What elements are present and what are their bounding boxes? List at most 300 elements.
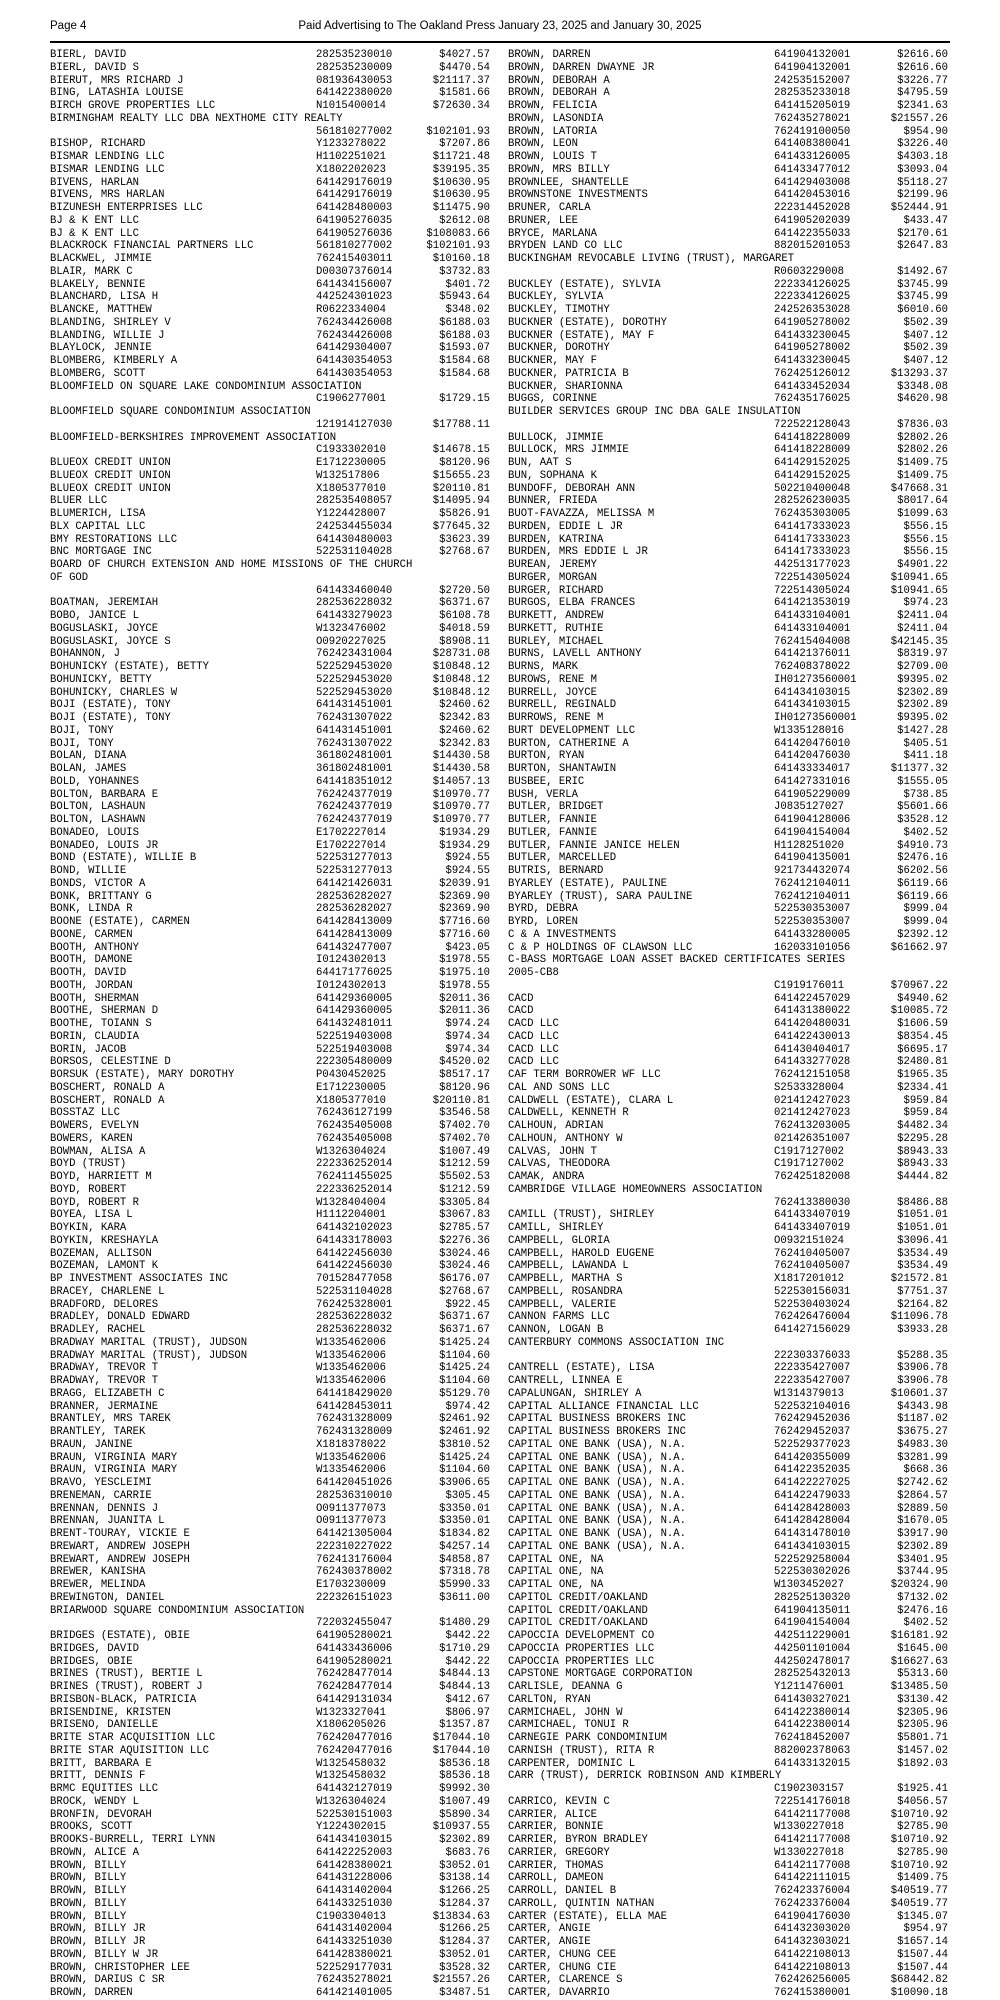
owner-name: BURLEY, MICHAEL (508, 635, 604, 648)
parcel-number: 762426476004 (774, 1311, 851, 1324)
amount-due: $2039.91 (439, 877, 490, 890)
owner-name: BURRELL, JOYCE (508, 686, 598, 699)
owner-name: BRMC EQUITIES LLC (50, 1783, 159, 1795)
parcel-number: 762420477016 (316, 1732, 393, 1744)
amount-due: $3093.04 (897, 163, 948, 176)
listing-row (508, 1464, 948, 1477)
listing-row (508, 597, 948, 610)
owner-name: BRIDGES (ESTATE), OBIE (50, 1630, 190, 1642)
listing-row (50, 1745, 490, 1758)
amount-due: $2342.83 (439, 712, 490, 724)
amount-due: $6371.67 (439, 1311, 490, 1324)
amount-due: $6119.66 (897, 890, 948, 903)
parcel-number: 762420477016 (316, 1744, 393, 1757)
parcel-number: 641905229009 (774, 788, 851, 801)
listing-row (50, 495, 490, 508)
parcel-number: 641428380021 (316, 1948, 393, 1961)
listing-row (50, 814, 490, 827)
parcel-number: C1917127002 (774, 1158, 844, 1171)
parcel-number: 641904128006 (774, 814, 851, 826)
parcel-number: 522529453020 (316, 673, 393, 686)
owner-name: BURTON, SHANTAWIN (508, 763, 617, 775)
amount-due: $70967.22 (890, 979, 948, 992)
listing-row (508, 1656, 948, 1669)
listing-row (50, 1044, 490, 1057)
parcel-number: 222310227022 (316, 1540, 393, 1553)
amount-due: $7836.03 (897, 418, 948, 431)
owner-name: BOWERS, EVELYN (50, 1120, 140, 1132)
parcel-number: 641420451026 (316, 1477, 393, 1489)
owner-name: CAMILL (TRUST), SHIRLEY (508, 1209, 655, 1222)
amount-due: $10085.72 (890, 1005, 948, 1018)
owner-name: BROWNSTONE INVESTMENTS (508, 189, 648, 202)
owner-name: CACD LLC (508, 1056, 559, 1069)
amount-due: $1934.29 (439, 839, 490, 852)
amount-due: $2342.83 (439, 737, 490, 750)
owner-name: CARTER, CHUNG CIE (508, 1961, 617, 1974)
owner-name: BUCKLEY, TIMOTHY (508, 304, 610, 316)
parcel-number: W1326304024 (316, 1145, 386, 1158)
listing-row (508, 228, 948, 241)
parcel-number: 762413380030 (774, 1196, 851, 1209)
listing-row (50, 891, 490, 904)
listing-row (50, 1719, 490, 1732)
parcel-number: 641905278002 (774, 342, 851, 355)
owner-name: CARRIER, BYRON BRADLEY (508, 1834, 648, 1846)
owner-name: BRENT-TOURAY, VICKIE E (50, 1528, 190, 1540)
amount-due: $6202.56 (897, 865, 948, 877)
amount-due: $8943.33 (897, 1145, 948, 1158)
listing-row (508, 942, 948, 955)
owner-name: BOYD, HARRIETT M (50, 1171, 152, 1183)
owner-name: BUSBEE, ERIC (508, 775, 585, 788)
parcel-number: 242526353028 (774, 304, 851, 316)
listing-row (50, 1974, 490, 1987)
owner-name: BLUEOX CREDIT UNION (50, 482, 171, 495)
amount-due: $1978.55 (439, 954, 490, 967)
parcel-number: 641434103015 (316, 1834, 393, 1846)
amount-due: $556.15 (903, 520, 948, 533)
listing-row (50, 1146, 490, 1159)
owner-name: CAPITAL ONE BANK (USA), N.A. (508, 1528, 687, 1540)
owner-name: BURNS, MARK (508, 661, 578, 673)
listing-row (50, 1362, 490, 1375)
listing-row (508, 1898, 948, 1911)
owner-name: BROWN, LEON (508, 138, 578, 151)
parcel-number: 641432481011 (316, 1018, 393, 1030)
listing-row (50, 763, 490, 776)
parcel-number: 641422479033 (774, 1489, 851, 1502)
parcel-number: 641431380022 (774, 1005, 851, 1018)
listing-row (50, 623, 490, 636)
parcel-number: O0911377073 (316, 1502, 386, 1515)
parcel-number: I0124302013 (316, 954, 386, 967)
listing-row (508, 763, 948, 776)
listing-row (50, 151, 490, 164)
owner-name: BUROWS, RENE M (508, 673, 598, 686)
listing-row (508, 1528, 948, 1541)
amount-due: $1409.75 (897, 457, 948, 469)
listing-row (50, 840, 490, 853)
parcel-number: 641432303021 (774, 1936, 851, 1948)
parcel-number: I0124302013 (316, 979, 386, 992)
amount-due: $6371.67 (439, 1324, 490, 1336)
parcel-number: 561810277002 (316, 240, 393, 253)
owner-name: CACD LLC (508, 1018, 559, 1030)
listing-row (50, 317, 490, 330)
amount-due: $13485.50 (890, 1681, 948, 1693)
amount-due: $8536.18 (439, 1770, 490, 1783)
amount-due: $10630.95 (432, 176, 490, 189)
parcel-number: 762415404008 (774, 635, 851, 648)
parcel-number: 762435176025 (774, 393, 851, 406)
parcel-number: 222336252014 (316, 1158, 393, 1171)
owner-name: BONK, LINDA R (50, 903, 133, 916)
owner-name: BRIDGES, OBIE (50, 1655, 133, 1668)
listing-name-line: CAMBRIDGE VILLAGE HOMEOWNERS ASSOCIATION (508, 1183, 763, 1196)
parcel-number: 641433251030 (316, 1897, 393, 1910)
amount-due: $2305.96 (897, 1719, 948, 1732)
parcel-number: 921734432074 (774, 865, 851, 877)
amount-due: $3401.95 (897, 1553, 948, 1566)
owner-name: CACD LLC (508, 1043, 559, 1056)
parcel-number: 762425126012 (774, 367, 851, 380)
owner-name: BOSSTAZ LLC (50, 1107, 120, 1120)
owner-name: CAPITAL ONE BANK (USA), N.A. (508, 1451, 687, 1464)
amount-due: $4858.87 (439, 1553, 490, 1566)
listing-row (508, 789, 948, 802)
listing-row (508, 903, 948, 916)
owner-name: BYARLEY (ESTATE), PAULINE (508, 877, 667, 890)
parcel-number: 282536310010 (316, 1489, 393, 1502)
owner-name: BORSUK (ESTATE), MARY DOROTHY (50, 1069, 235, 1081)
amount-due: $2460.62 (439, 699, 490, 712)
listing-row (508, 521, 948, 534)
parcel-number: 222326151023 (316, 1591, 393, 1604)
parcel-number: 762410405007 (774, 1247, 851, 1260)
owner-name: BUTLER, FANNIE (508, 814, 598, 826)
amount-due: $9992.30 (439, 1783, 490, 1795)
parcel-number: 641432102023 (316, 1222, 393, 1234)
owner-name: BIERL, DAVID (50, 49, 127, 61)
parcel-number: 641429152025 (774, 469, 851, 482)
listing-row (508, 1732, 948, 1745)
amount-due: $10937.55 (432, 1821, 490, 1834)
amount-due: $7132.02 (897, 1591, 948, 1604)
amount-due: $2302.89 (897, 686, 948, 699)
parcel-number: 762419100050 (774, 125, 851, 138)
parcel-number: 021412427023 (774, 1094, 851, 1107)
owner-name: BRADWAY, TREVOR T (50, 1362, 159, 1375)
parcel-number: 561810277002 (316, 125, 393, 138)
owner-name: CANNON FARMS LLC (508, 1311, 610, 1324)
owner-name: BRUNER, CARLA (508, 202, 591, 214)
amount-due: $6695.17 (897, 1043, 948, 1056)
listing-row (50, 521, 490, 534)
parcel-number: 641904154004 (774, 1617, 851, 1630)
owner-name: BOHUNICKY, BETTY (50, 673, 152, 686)
parcel-number: 641429152025 (774, 457, 851, 469)
listing-row (508, 432, 948, 445)
parcel-number: 641422227025 (774, 1477, 851, 1489)
listing-row (50, 1834, 490, 1847)
amount-due: $3226.40 (897, 138, 948, 151)
amount-due: $402.52 (903, 1617, 948, 1630)
parcel-number: 522530403024 (774, 1298, 851, 1311)
listing-row (508, 1120, 948, 1133)
amount-due: $1099.63 (897, 508, 948, 520)
owner-name: BOGUSLASKI, JOYCE S (50, 635, 171, 648)
amount-due: $2742.62 (897, 1477, 948, 1489)
amount-due: $9395.02 (897, 712, 948, 724)
parcel-number: W1303452027 (774, 1579, 844, 1591)
listing-row (508, 1821, 948, 1834)
parcel-number: 442501101004 (774, 1642, 851, 1655)
listing-row (508, 1885, 948, 1898)
parcel-number: 522529453020 (316, 686, 393, 699)
listing-row (508, 1260, 948, 1273)
parcel-number: 701528477058 (316, 1273, 393, 1285)
amount-due: $1357.87 (439, 1719, 490, 1732)
amount-due: $5801.71 (897, 1732, 948, 1744)
amount-due: $1710.29 (439, 1642, 490, 1655)
listing-row (50, 189, 490, 202)
parcel-number: 762435303005 (774, 508, 851, 520)
owner-name: BYARLEY (TRUST), SARA PAULINE (508, 890, 693, 903)
owner-name: BLAKELY, BENNIE (50, 278, 146, 291)
amount-due: $3906.78 (897, 1375, 948, 1387)
listing-row (508, 1503, 948, 1516)
owner-name: CALVAS, THEODORA (508, 1158, 610, 1171)
parcel-number: 641418228009 (774, 444, 851, 457)
listing-row (50, 483, 490, 496)
amount-due: $1729.15 (439, 393, 490, 406)
parcel-number: 522529177031 (316, 1961, 393, 1974)
amount-due: $2889.50 (897, 1502, 948, 1515)
parcel-number: 641408380041 (774, 138, 851, 151)
listing-row (50, 1936, 490, 1949)
parcel-number: 522532104016 (774, 1400, 851, 1413)
parcel-number: 641427156029 (774, 1324, 851, 1336)
amount-due: $10601.37 (890, 1387, 948, 1400)
amount-due: $7716.60 (439, 928, 490, 941)
parcel-number: 222334126025 (774, 291, 851, 304)
amount-due: $3744.95 (897, 1566, 948, 1579)
owner-name: BROWN, BILLY (50, 1885, 127, 1897)
listing-row (508, 916, 948, 929)
amount-due: $1104.60 (439, 1349, 490, 1362)
owner-name: BUCKNER (ESTATE), MAY F (508, 329, 655, 342)
parcel-number: 522530353007 (774, 903, 851, 916)
listing-row (508, 1171, 948, 1184)
amount-due: $3067.83 (439, 1209, 490, 1222)
parcel-number: 282535233018 (774, 87, 851, 100)
owner-name: BUREAN, JEREMY (508, 559, 598, 571)
owner-name: CAPITAL ONE BANK (USA), N.A. (508, 1477, 687, 1489)
page-header (50, 20, 950, 42)
parcel-number: 282536228032 (316, 1324, 393, 1336)
amount-due: $738.85 (903, 788, 948, 801)
parcel-number: C1933302010 (316, 444, 386, 457)
listing-row (508, 317, 948, 330)
owner-name: BRADWAY MARITAL (TRUST), JUDSON (50, 1349, 248, 1362)
listing-row (508, 419, 948, 432)
listing-row (508, 750, 948, 763)
amount-due: $1978.55 (439, 979, 490, 992)
owner-name: BURDEN, KATRINA (508, 533, 604, 546)
listing-row (50, 1515, 490, 1528)
amount-due: $4303.18 (897, 151, 948, 163)
listing-name-line: BIRMINGHAM REALTY LLC DBA NEXTHOME CITY REALTY (50, 112, 343, 125)
parcel-number: 641430354053 (316, 355, 393, 367)
amount-due: $3052.01 (439, 1948, 490, 1961)
amount-due: $10970.77 (432, 801, 490, 814)
listing-row (50, 1209, 490, 1222)
listing-row (50, 1566, 490, 1579)
owner-name: BOHUNICKY (ESTATE), BETTY (50, 661, 209, 673)
parcel-number: 222335427007 (774, 1362, 851, 1375)
owner-name: BRADWAY MARITAL (TRUST), JUDSON (50, 1336, 248, 1349)
listing-row (50, 1758, 490, 1771)
parcel-number: W1335462006 (316, 1375, 386, 1387)
parcel-number: 641431402004 (316, 1885, 393, 1897)
listing-row (50, 1311, 490, 1324)
parcel-number: 762435278021 (316, 1974, 393, 1987)
parcel-number: 762431328009 (316, 1413, 393, 1426)
amount-due: $974.34 (445, 1043, 490, 1056)
parcel-number: R0603229008 (774, 265, 844, 278)
listing-row (50, 916, 490, 929)
parcel-number: 762408378022 (774, 661, 851, 673)
listing-row (508, 687, 948, 700)
owner-name: BROWN, BILLY JR (50, 1936, 146, 1948)
listing-row (508, 1962, 948, 1975)
owner-name: CANTRELL, LINNEA E (508, 1375, 623, 1387)
listing-row (508, 1643, 948, 1656)
listing-row (50, 1707, 490, 1720)
parcel-number: 641433230045 (774, 329, 851, 342)
amount-due: $15655.23 (432, 469, 490, 482)
listing-row (508, 164, 948, 177)
listing-row (50, 1133, 490, 1146)
listing-row (50, 1681, 490, 1694)
amount-due: $39195.35 (432, 163, 490, 176)
parcel-number: 442511229001 (774, 1630, 851, 1642)
listing-row (50, 1426, 490, 1439)
amount-due: $1345.07 (897, 1910, 948, 1923)
listing-row (50, 1324, 490, 1337)
parcel-number: Y1224428007 (316, 508, 386, 520)
parcel-number: 641905276036 (316, 227, 393, 240)
amount-due: $20110.81 (432, 482, 490, 495)
listing-row (50, 1923, 490, 1936)
parcel-number: W132517806 (316, 469, 380, 482)
parcel-number: C1919176011 (774, 979, 844, 992)
listing-row (50, 368, 490, 381)
amount-due: $1975.10 (439, 967, 490, 979)
amount-due: $8908.11 (439, 635, 490, 648)
amount-due: $3810.52 (439, 1438, 490, 1451)
parcel-number: 641431478010 (774, 1528, 851, 1540)
owner-name: BUN, SOPHANA K (508, 469, 598, 482)
parcel-number: 282536228032 (316, 1311, 393, 1324)
listing-row (508, 1299, 948, 1312)
parcel-number: 641432303020 (774, 1923, 851, 1936)
listing-row (50, 470, 490, 483)
owner-name: CACD (508, 992, 534, 1005)
listing-row (50, 1197, 490, 1210)
parcel-number: 641433104001 (774, 610, 851, 622)
listing-row (50, 1273, 490, 1286)
amount-due: $6188.03 (439, 316, 490, 329)
listing-row (50, 228, 490, 241)
amount-due: $2768.67 (439, 1285, 490, 1298)
parcel-number: W1335462006 (316, 1464, 386, 1477)
owner-name: BOWERS, KAREN (50, 1132, 133, 1145)
amount-due: $1284.37 (439, 1897, 490, 1910)
parcel-number: J0835127027 (774, 801, 844, 814)
amount-due: $2392.12 (897, 928, 948, 941)
parcel-number: 641429131034 (316, 1693, 393, 1706)
owner-name: CAPITAL ONE, NA (508, 1566, 604, 1579)
parcel-number: 641420476010 (774, 737, 851, 750)
page-number: Page 4 (50, 20, 87, 32)
listing-row (508, 1401, 948, 1414)
listing-row (50, 330, 490, 343)
amount-due: $1492.67 (897, 265, 948, 278)
owner-name: BOYD, ROBERT R (50, 1196, 140, 1209)
owner-name: BURDEN, MRS EDDIE L JR (508, 546, 648, 559)
amount-due: $2369.90 (439, 890, 490, 903)
listing-row (508, 1617, 948, 1630)
owner-name: BROOKS-BURRELL, TERRI LYNN (50, 1834, 216, 1846)
amount-due: $8536.18 (439, 1757, 490, 1770)
parcel-number: 522530151003 (316, 1808, 393, 1821)
listing-row (50, 1082, 490, 1095)
parcel-number: 641421177008 (774, 1808, 851, 1821)
amount-due: $14095.94 (432, 495, 490, 508)
listing-row (508, 1426, 948, 1439)
parcel-number: D00307376014 (316, 265, 393, 278)
parcel-number: C1906277001 (316, 393, 386, 406)
parcel-number: 641429360005 (316, 992, 393, 1005)
amount-due: $4795.59 (897, 87, 948, 100)
listing-row (50, 1796, 490, 1809)
owner-name: BLOMBERG, SCOTT (50, 367, 146, 380)
listing-row (50, 1630, 490, 1643)
owner-name: BRAVO, YESCLEIMI (50, 1477, 152, 1489)
owner-name: CAPSTONE MORTGAGE CORPORATION (508, 1668, 693, 1681)
owner-name: BOOTHE, SHERMAN D (50, 1005, 159, 1018)
listing-row (50, 725, 490, 738)
owner-name: CAMPBELL, VALERIE (508, 1298, 617, 1311)
amount-due: $442.22 (445, 1655, 490, 1668)
listing-row (50, 1528, 490, 1541)
listing-row (508, 1605, 948, 1618)
listing-name-line: BUILDER SERVICES GROUP INC DBA GALE INSULATION (508, 406, 801, 418)
owner-name: BROWN, DEBORAH A (508, 74, 610, 87)
listing-row (508, 1056, 948, 1069)
owner-name: CAMPBELL, ROSANDRA (508, 1285, 623, 1298)
parcel-number: 522529453020 (316, 661, 393, 673)
listing-row (50, 827, 490, 840)
amount-due: $2302.89 (897, 699, 948, 712)
amount-due: $2276.36 (439, 1234, 490, 1247)
listing-row (50, 1222, 490, 1235)
listing-row (508, 1350, 948, 1363)
parcel-number: 641433436006 (316, 1642, 393, 1655)
parcel-number: 641421376011 (774, 648, 851, 661)
